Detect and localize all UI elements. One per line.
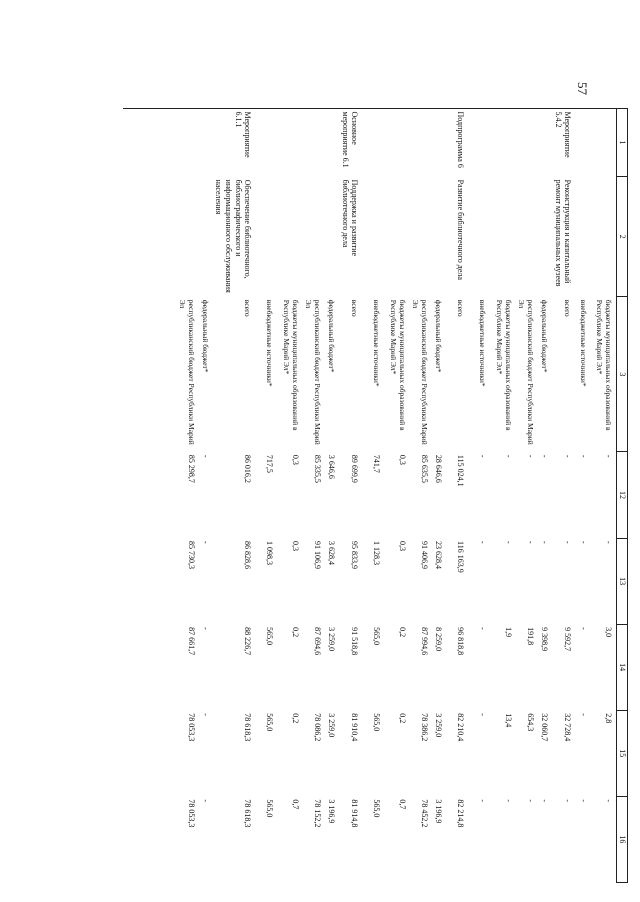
row-value-col-14: 0,2 [398, 627, 408, 638]
row-value-col-14: 96 818,8 [456, 627, 466, 656]
row-value-col-15: 82 210,4 [456, 713, 466, 742]
row-funding-source: федеральный бюджет* [540, 299, 550, 373]
row-code: Мероприятие 5.4.2 [553, 111, 573, 158]
row-value-col-14: 3 259,0 [327, 627, 337, 652]
row-value-col-14: 1,9 [504, 627, 514, 638]
header-col-15: 15 [617, 710, 628, 796]
row-value-col-16: - [563, 799, 573, 803]
row-value-col-14: 9 592,7 [563, 627, 573, 652]
row-value-col-16: - [579, 799, 589, 803]
row-value-col-12: - [526, 454, 536, 458]
row-value-col-13: - [200, 541, 210, 544]
row-value-col-12: 115 024,1 [456, 454, 466, 487]
row-value-col-12: - [200, 454, 210, 458]
row-value-col-14: 91 518,8 [350, 627, 360, 656]
row-value-col-13: 91 406,9 [420, 541, 430, 570]
row-value-col-12: 86 016,2 [243, 454, 253, 483]
row-value-col-12: 89 699,9 [350, 454, 360, 483]
header-col-13: 13 [617, 538, 628, 624]
row-value-col-14: - [200, 627, 210, 630]
row-value-col-16: 3 196,9 [434, 799, 444, 824]
row-value-col-16: 0,7 [398, 799, 408, 810]
row-value-col-16: - [540, 799, 550, 803]
row-title: Обеспечение библиотечного, библиографического и информационного обслуживания населения [214, 179, 253, 293]
row-value-col-16: - [478, 799, 488, 803]
row-value-col-12: - [604, 454, 613, 458]
page-number: 57 [575, 82, 590, 95]
row-value-col-12: 28 646,6 [434, 454, 444, 483]
row-funding-source: республиканский бюджет Республики Марий Эл [177, 299, 196, 445]
row-funding-source: федеральный бюджет* [200, 299, 210, 373]
row-value-col-16: - [604, 799, 613, 803]
row-value-col-13: 3 628,4 [327, 541, 337, 566]
row-funding-source: федеральный бюджет* [327, 299, 337, 373]
row-funding-source: федеральный бюджет* [434, 299, 444, 373]
row-value-col-16: 3 196,9 [327, 799, 337, 824]
row-value-col-13: 0,3 [291, 541, 301, 552]
row-value-col-12: - [563, 454, 573, 458]
row-funding-source: внебюджетные источники* [579, 299, 589, 387]
row-funding-source: бюджеты муниципальных образований в Республике Марий Эл* [495, 299, 514, 431]
row-value-col-15: - [478, 713, 488, 716]
row-funding-source: всего [350, 299, 360, 317]
row-value-col-14: - [579, 627, 589, 630]
row-value-col-15: 78 053,3 [186, 713, 196, 742]
row-title: Реконструкция и капитальный ремонт муниципальных музеев [553, 179, 573, 287]
row-value-col-15: 0,2 [291, 713, 301, 724]
row-funding-source: всего [563, 299, 573, 317]
row-value-col-14: 191,8 [526, 627, 536, 646]
header-col-12: 12 [617, 452, 628, 538]
row-title: Развитие библиотечного дела [456, 179, 466, 280]
row-value-col-13: 1 128,3 [372, 541, 382, 566]
row-value-col-12: 717,5 [265, 454, 275, 473]
table-frame [123, 108, 628, 884]
row-code: Основное мероприятие 6.1 [340, 111, 360, 168]
row-value-col-13: 0,3 [398, 541, 408, 552]
row-funding-source: бюджеты муниципальных образований в Республике Марий Эл* [389, 299, 408, 431]
row-value-col-14: 9 398,9 [540, 627, 550, 652]
row-value-col-13: - [604, 541, 613, 544]
row-value-col-15: 78 386,2 [420, 713, 430, 742]
row-value-col-13: 85 730,3 [186, 541, 196, 570]
row-value-col-14: - [478, 627, 488, 630]
row-value-col-15: 3 259,0 [434, 713, 444, 738]
row-value-col-16: 78 452,2 [420, 799, 430, 828]
row-funding-source: республиканский бюджет Республики Марий Эл [517, 299, 536, 445]
header-col-16: 16 [617, 796, 628, 882]
row-value-col-14: 3,0 [604, 627, 613, 638]
row-value-col-12: - [540, 454, 550, 458]
row-value-col-14: 87 694,6 [313, 627, 323, 656]
row-value-col-15: 32 060,7 [540, 713, 550, 742]
row-value-col-16: 78 618,3 [243, 799, 253, 828]
row-value-col-13: - [526, 541, 536, 544]
row-value-col-12: - [504, 454, 514, 458]
row-value-col-15: 3 259,0 [327, 713, 337, 738]
row-value-col-14: 565,0 [265, 627, 275, 646]
row-value-col-12: 85 335,5 [313, 454, 323, 483]
row-value-col-13: 23 628,4 [434, 541, 444, 570]
row-value-col-13: 86 828,6 [243, 541, 253, 570]
row-value-col-15: 565,0 [372, 713, 382, 732]
row-value-col-15: 32 728,4 [563, 713, 573, 742]
row-value-col-16: 0,7 [291, 799, 301, 810]
header-col-1: 1 [617, 109, 628, 177]
row-value-col-12: 0,3 [291, 454, 301, 465]
row-value-col-12: 3 646,6 [327, 454, 337, 479]
row-value-col-13: 116 163,9 [456, 541, 466, 573]
row-value-col-15: 654,3 [526, 713, 536, 732]
row-value-col-15: 565,0 [265, 713, 275, 732]
row-value-col-16: 565,0 [372, 799, 382, 818]
row-funding-source: всего [243, 299, 253, 317]
row-value-col-14: 8 259,0 [434, 627, 444, 652]
row-value-col-15: - [200, 713, 210, 716]
header-col-2: 2 [617, 177, 628, 297]
row-funding-source: всего [456, 299, 466, 317]
row-value-col-12: - [478, 454, 488, 458]
row-value-col-14: 0,2 [291, 627, 301, 638]
row-funding-source: внебюджетные источники* [478, 299, 488, 387]
header-col-14: 14 [617, 624, 628, 710]
row-value-col-16: - [504, 799, 514, 803]
row-value-col-16: - [526, 799, 536, 803]
budget-table-sheet [123, 108, 628, 883]
row-value-col-12: 85 298,7 [186, 454, 196, 483]
row-value-col-12: 741,7 [372, 454, 382, 473]
row-value-col-15: 13,4 [504, 713, 514, 728]
row-value-col-13: 91 106,9 [313, 541, 323, 570]
row-code: Подпрограмма 6 [456, 111, 466, 168]
row-value-col-16: 565,0 [265, 799, 275, 818]
row-value-col-13: 95 833,9 [350, 541, 360, 570]
row-value-col-15: 78 086,2 [313, 713, 323, 742]
row-funding-source: республиканский бюджет Республики Марий Эл [411, 299, 430, 445]
row-value-col-13: - [579, 541, 589, 544]
header-col-3: 3 [617, 297, 628, 452]
row-value-col-16: - [200, 799, 210, 803]
row-value-col-14: 565,0 [372, 627, 382, 646]
row-value-col-12: 0,3 [398, 454, 408, 465]
row-funding-source: внебюджетные источники* [372, 299, 382, 387]
row-funding-source: внебюджетные источники* [265, 299, 275, 387]
row-value-col-16: 82 214,8 [456, 799, 466, 828]
row-code: Мероприятие 6.1.1 [233, 111, 253, 158]
row-value-col-15: 81 910,4 [350, 713, 360, 742]
row-value-col-14: 87 661,7 [186, 627, 196, 656]
row-title: Поддержка и развитие библиотечного дела [340, 179, 360, 257]
row-funding-source: республиканский бюджет Республики Марий Эл [304, 299, 323, 445]
row-funding-source: бюджеты муниципальных образований в Республике Марий Эл* [595, 299, 613, 431]
row-value-col-14: 87 994,6 [420, 627, 430, 656]
row-funding-source: бюджеты муниципальных образований в Республике Марий Эл* [282, 299, 301, 431]
row-value-col-16: 78 053,3 [186, 799, 196, 828]
row-value-col-13: - [563, 541, 573, 544]
row-value-col-12: - [579, 454, 589, 458]
row-value-col-13: 1 098,3 [265, 541, 275, 566]
row-value-col-14: 88 226,7 [243, 627, 253, 656]
row-value-col-16: 81 914,8 [350, 799, 360, 828]
row-value-col-15: 0,2 [398, 713, 408, 724]
row-value-col-13: - [540, 541, 550, 544]
row-value-col-15: - [579, 713, 589, 716]
row-value-col-15: 2,8 [604, 713, 613, 724]
row-value-col-12: 85 635,5 [420, 454, 430, 483]
row-value-col-13: - [478, 541, 488, 544]
row-value-col-15: 78 618,3 [243, 713, 253, 742]
row-value-col-13: - [504, 541, 514, 544]
row-value-col-16: 78 152,2 [313, 799, 323, 828]
